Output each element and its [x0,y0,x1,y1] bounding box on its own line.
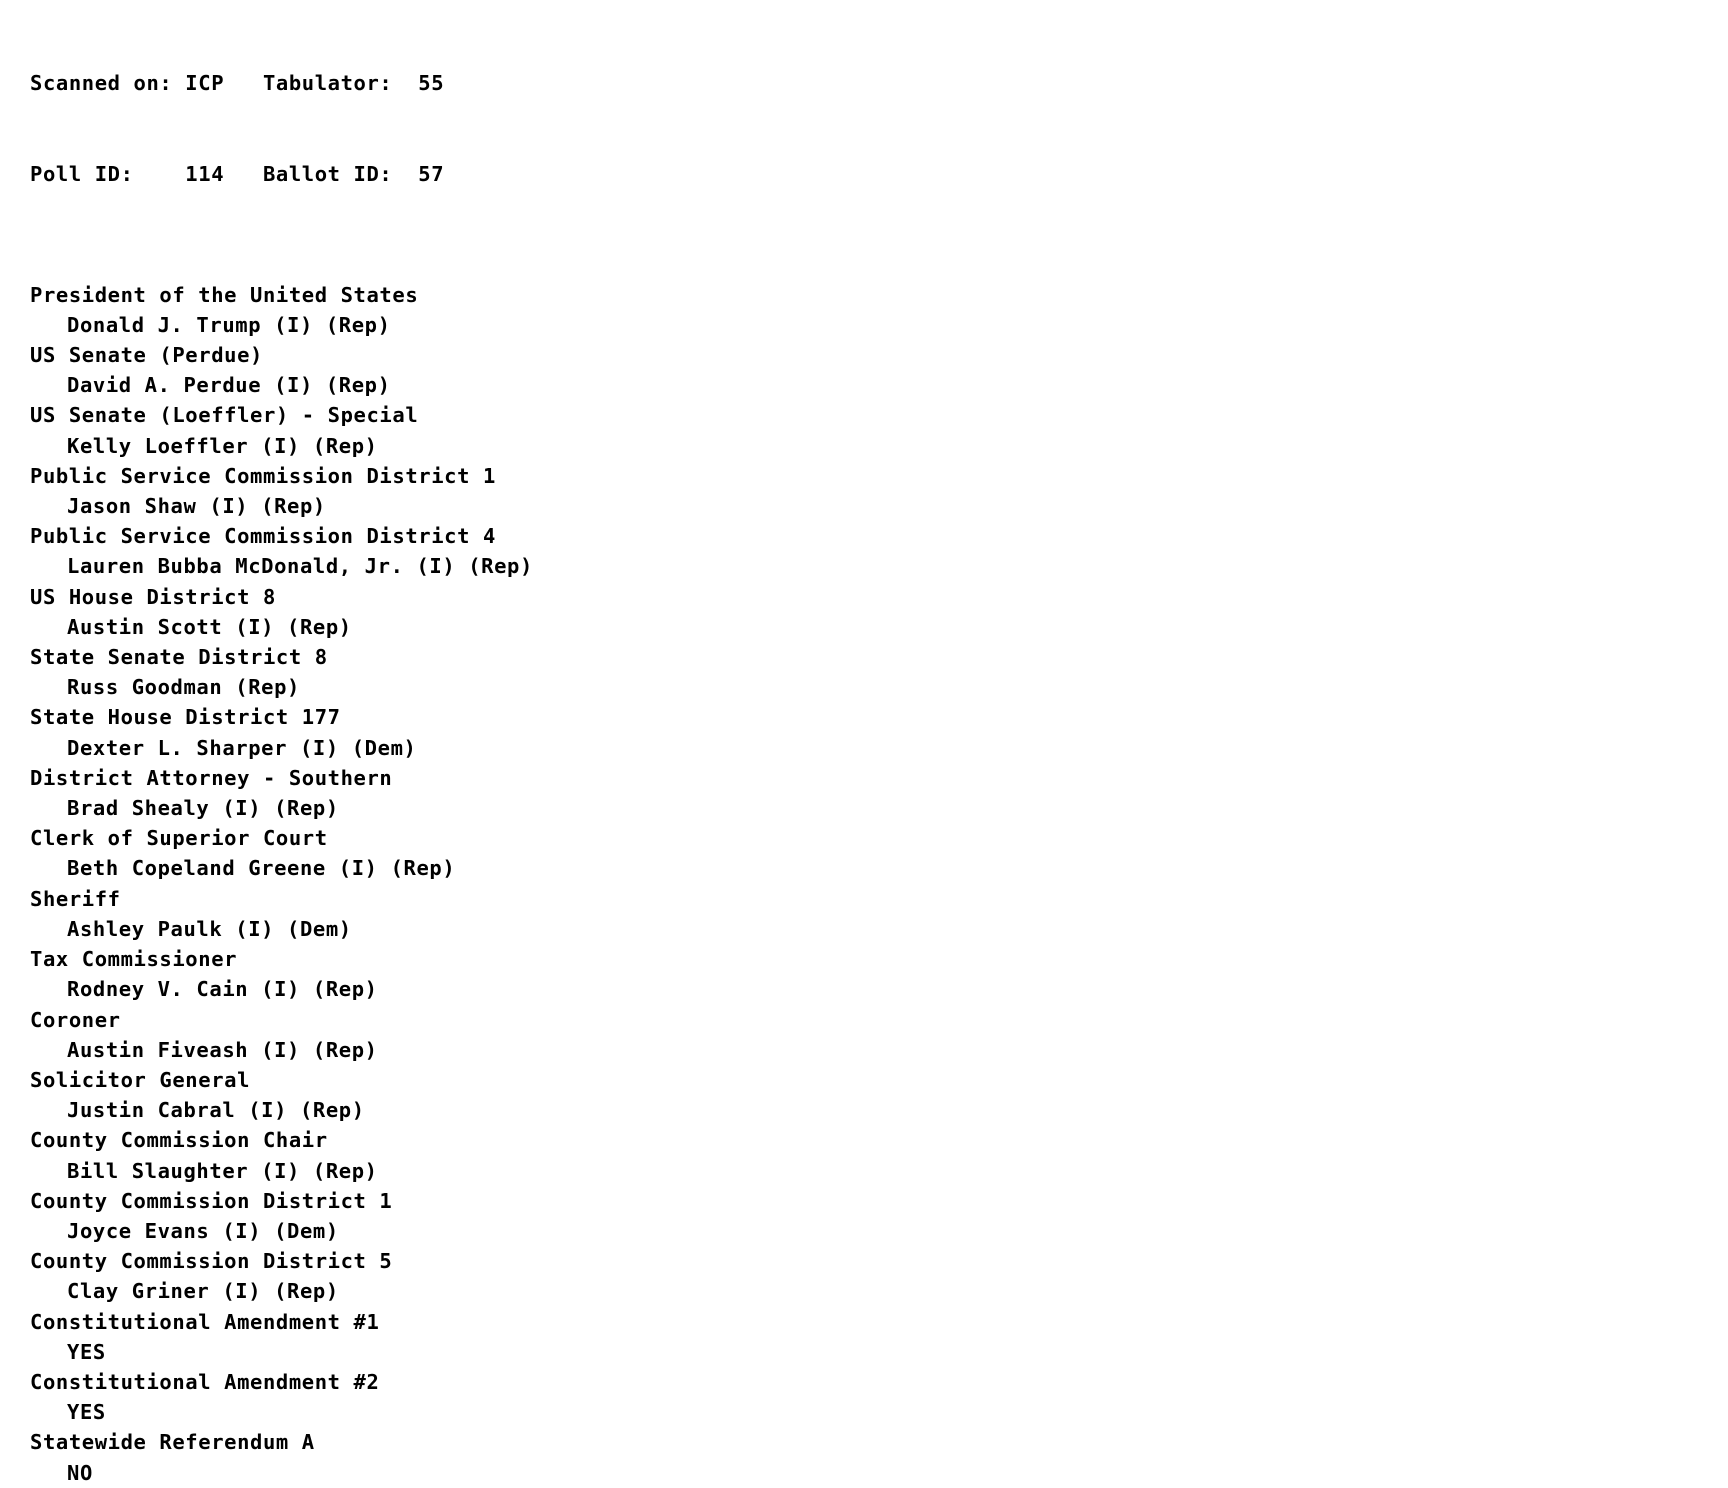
contest-title: County Commission District 1 [30,1188,393,1213]
contest-choice-label: Ashley Paulk (I) (Dem) [67,916,352,941]
contest-title: Constitutional Amendment #2 [30,1369,380,1394]
contest-title: Public Service Commission District 4 [30,524,496,549]
contest-choice [30,612,1728,642]
contest-choice-label: Brad Shealy (I) (Rep) [67,796,339,821]
contest-choice [30,1156,1728,1186]
contest-title: US House District 8 [30,584,276,609]
contest-choice [30,1337,1728,1367]
contest-choice [30,1397,1728,1427]
contest-choice [30,370,1728,400]
contest-title: County Commission District 5 [30,1249,393,1274]
contest-title: Sheriff [30,886,121,911]
contest-choice [30,310,1728,340]
contest-choice-label: YES [67,1339,106,1364]
contest-choice-label: YES [67,1400,106,1425]
contest-choice [30,551,1728,581]
contest-choice-label: Austin Scott (I) (Rep) [67,614,352,639]
contest-choice-label: Russ Goodman (Rep) [67,675,300,700]
contest-choice [30,1276,1728,1306]
contest-choice [30,491,1728,521]
contest-title: Coroner [30,1007,121,1032]
contest-choice-label: Lauren Bubba McDonald, Jr. (I) (Rep) [67,554,533,579]
contest-choice-label: Rodney V. Cain (I) (Rep) [67,977,378,1002]
contest-choice [30,914,1728,944]
contest-choice-label: NO [67,1460,93,1485]
contest-choice [30,431,1728,461]
contest-title: President of the United States [30,282,419,307]
contest-choice-label: Jason Shaw (I) (Rep) [67,494,326,519]
contest-choice [30,733,1728,763]
contest-choice-label: Bill Slaughter (I) (Rep) [67,1158,378,1183]
contest-title: Clerk of Superior Court [30,826,328,851]
contest-title: County Commission Chair [30,1128,328,1153]
contest-choice-label: David A. Perdue (I) (Rep) [67,373,391,398]
contest-choice-label: Justin Cabral (I) (Rep) [67,1098,365,1123]
contest-title: Tax Commissioner [30,947,238,972]
contest-choice-label: Kelly Loeffler (I) (Rep) [67,433,378,458]
contest-title: US Senate (Perdue) [30,343,263,368]
contest-choice-label: Clay Griner (I) (Rep) [67,1279,339,1304]
contest-title: State House District 177 [30,705,341,730]
contest-choice-label: Austin Fiveash (I) (Rep) [67,1037,378,1062]
contest-title: Solicitor General [30,1067,251,1092]
contest-title: State Senate District 8 [30,645,328,670]
contest-list [30,280,1728,1488]
contest-title: Statewide Referendum A [30,1430,315,1455]
contest-choice [30,974,1728,1004]
contest-title: District Attorney - Southern [30,765,393,790]
contest-choice-label: Donald J. Trump (I) (Rep) [67,312,391,337]
contest-choice-label: Dexter L. Sharper (I) (Dem) [67,735,417,760]
contest-title: US Senate (Loeffler) - Special [30,403,419,428]
contest-title: Public Service Commission District 1 [30,463,496,488]
contest-choice [30,1035,1728,1065]
scan-header [30,8,1728,250]
contest-choice-label: Joyce Evans (I) (Dem) [67,1218,339,1243]
scan-header-line-2: Poll ID: 114 Ballot ID: 57 [30,162,445,187]
scan-header-line-1: Scanned on: ICP Tabulator: 55 [30,71,445,96]
contest-title: Constitutional Amendment #1 [30,1309,380,1334]
contest-choice [30,853,1728,883]
contest-choice [30,672,1728,702]
contest-choice [30,1458,1728,1488]
contest-choice [30,793,1728,823]
contest-choice-label: Beth Copeland Greene (I) (Rep) [67,856,456,881]
contest-choice [30,1095,1728,1125]
contest-choice [30,1216,1728,1246]
